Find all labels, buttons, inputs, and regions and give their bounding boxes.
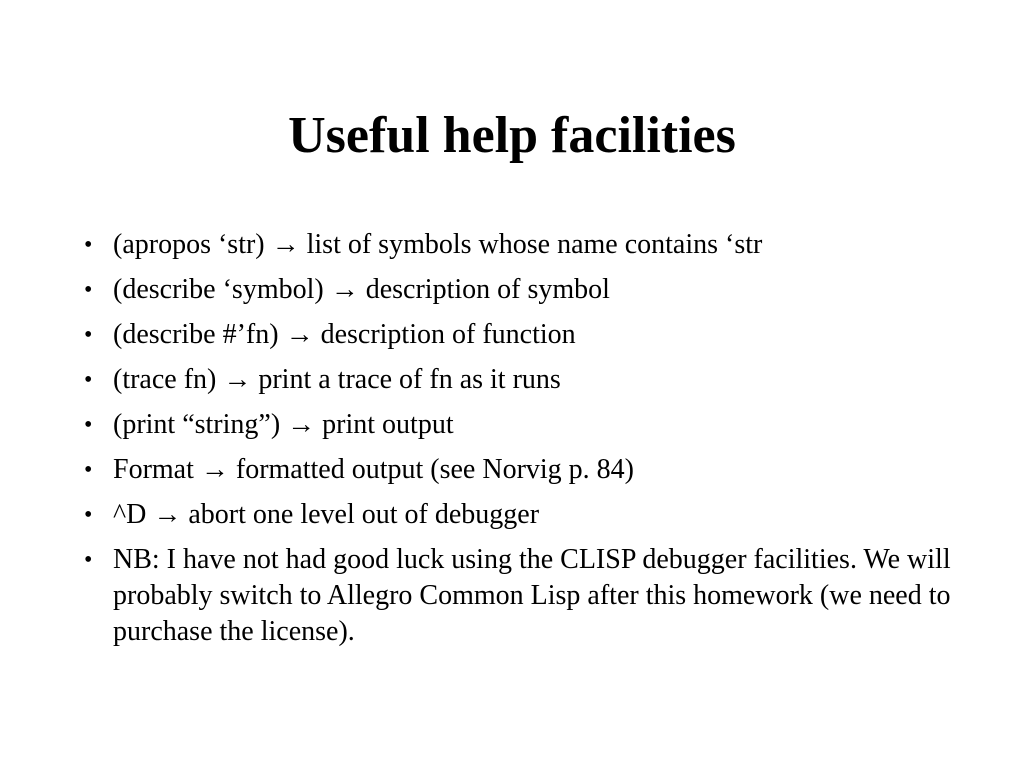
bullet-item <box>84 272 964 308</box>
bullet-text: (print “string”) → print output <box>113 409 454 440</box>
bullet-item <box>84 407 964 443</box>
bullet-list <box>84 227 964 659</box>
bullet-text: ^D → abort one level out of debugger <box>113 499 540 530</box>
bullet-marker: • <box>84 412 93 438</box>
bullet-text: (describe #’fn) → description of function <box>113 319 576 350</box>
bullet-text: (describe ‘symbol) → description of symbol <box>113 274 610 305</box>
bullet-item <box>84 227 964 263</box>
bullet-text: NB: I have not had good luck using the CLISP debugger facilities. We will probably switch to Allegro Common Lisp after this homework (we need to purchase the license). <box>113 544 951 647</box>
bullet-marker: • <box>84 457 93 483</box>
bullet-marker: • <box>84 322 93 348</box>
bullet-marker: • <box>84 502 93 528</box>
slide-title: Useful help facilities <box>288 107 736 164</box>
bullet-item <box>84 542 964 650</box>
bullet-marker: • <box>84 367 93 393</box>
bullet-text: (trace fn) → print a trace of fn as it runs <box>113 364 561 395</box>
bullet-marker: • <box>84 277 93 303</box>
bullet-item <box>84 362 964 398</box>
bullet-item <box>84 497 964 533</box>
bullet-item <box>84 317 964 353</box>
bullet-text: Format → formatted output (see Norvig p. 84) <box>113 454 635 485</box>
bullet-marker: • <box>84 547 93 573</box>
bullet-item <box>84 452 964 488</box>
bullet-text: (apropos ‘str) → list of symbols whose name contains ‘str <box>113 229 763 260</box>
bullet-marker: • <box>84 232 93 258</box>
